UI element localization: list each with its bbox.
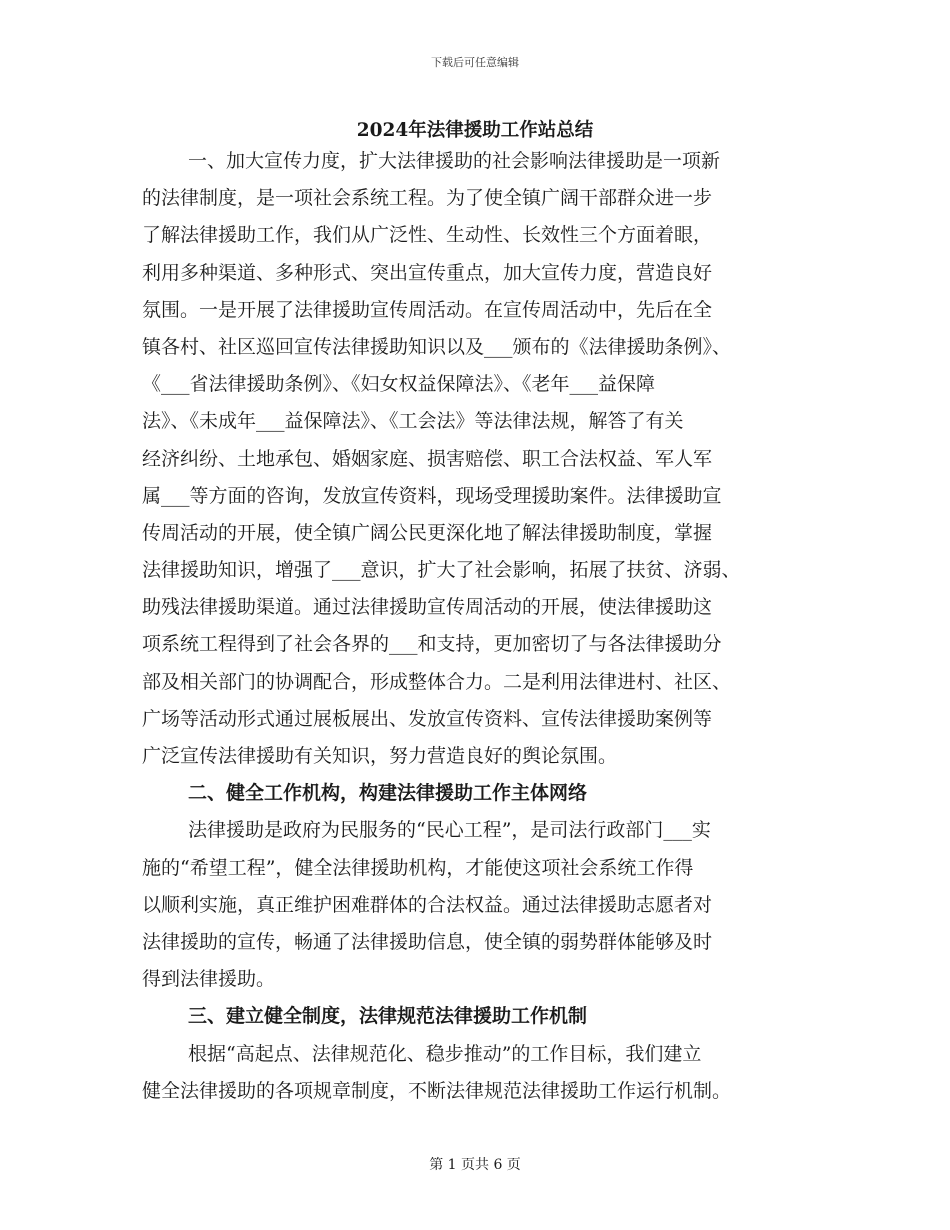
section-heading: 二、健全工作机构，构建法律援助工作主体网络	[188, 782, 588, 805]
body-line: 法律援助知识，增强了___意识，扩大了社会影响，拓展了扶贫、济弱、	[142, 559, 741, 582]
body-line: 施的“希望工程”，健全法律援助机构，才能使这项社会系统工作得	[142, 856, 694, 879]
body-line: 得到法律援助。	[142, 968, 276, 991]
body-line: 根据“高起点、法律规范化、稳步推动”的工作目标，我们建立	[188, 1042, 702, 1065]
body-line: 一、加大宣传力度，扩大法律援助的社会影响法律援助是一项新	[188, 150, 721, 172]
body-line: 氛围。一是开展了法律援助宣传周活动。在宣传周活动中，先后在全	[142, 298, 713, 321]
body-line: 法》、《未成年___益保障法》、《工会法》等法律法规，解答了有关	[142, 410, 684, 433]
body-line: 以顺利实施，真正维护困难群体的合法权益。通过法律援助志愿者对	[142, 893, 713, 916]
body-line: 属___等方面的咨询，发放宣传资料，现场受理援助案件。法律援助宣	[142, 484, 722, 507]
body-line: 广泛宣传法律援助有关知识，努力营造良好的舆论氛围。	[142, 745, 618, 767]
page-number: 第 1 页共 6 页	[429, 1157, 521, 1173]
body-line: 镇各村、社区巡回宣传法律援助知识以及___颁布的《法律援助条例》、	[142, 335, 732, 358]
body-line: 利用多种渠道、多种形式、突出宣传重点，加大宣传力度，营造良好	[142, 261, 713, 284]
document-title: 2024年法律援助工作站总结	[356, 120, 594, 141]
body-line: 传周活动的开展，使全镇广阔公民更深化地了解法律援助制度，掌握	[142, 521, 713, 544]
body-line: 健全法律援助的各项规章制度，不断法律规范法律援助工作运行机制。	[142, 1079, 732, 1102]
body-line: 助残法律援助渠道。通过法律援助宣传周活动的开展，使法律援助这	[142, 596, 713, 619]
body-line: 《___省法律援助条例》、《妇女权益保障法》、《老年___益保障	[142, 373, 656, 396]
section-heading: 三、建立健全制度，法律规范法律援助工作机制	[188, 1005, 588, 1028]
body-line: 经济纠纷、土地承包、婚姻家庭、损害赔偿、职工合法权益、军人军	[142, 447, 713, 470]
body-line: 法律援助是政府为民服务的“民心工程”，是司法行政部门___实	[188, 819, 711, 842]
body-line: 部及相关部门的协调配合，形成整体合力。二是利用法律进村、社区、	[142, 670, 732, 693]
body-line: 广场等活动形式通过展板展出、发放宣传资料、宣传法律援助案例等	[142, 707, 713, 730]
body-line: 了解法律援助工作，我们从广泛性、生动性、长效性三个方面着眼，	[142, 224, 713, 247]
body-line: 项系统工程得到了社会各界的___和支持，更加密切了与各法律援助分	[142, 633, 722, 656]
header-note: 下载后可任意编辑	[431, 56, 519, 69]
document-body	[142, 143, 812, 1110]
body-line: 法律援助的宣传，畅通了法律援助信息，使全镇的弱势群体能够及时	[142, 930, 713, 953]
body-line: 的法律制度，是一项社会系统工程。为了使全镇广阔干部群众进一步	[142, 187, 713, 210]
